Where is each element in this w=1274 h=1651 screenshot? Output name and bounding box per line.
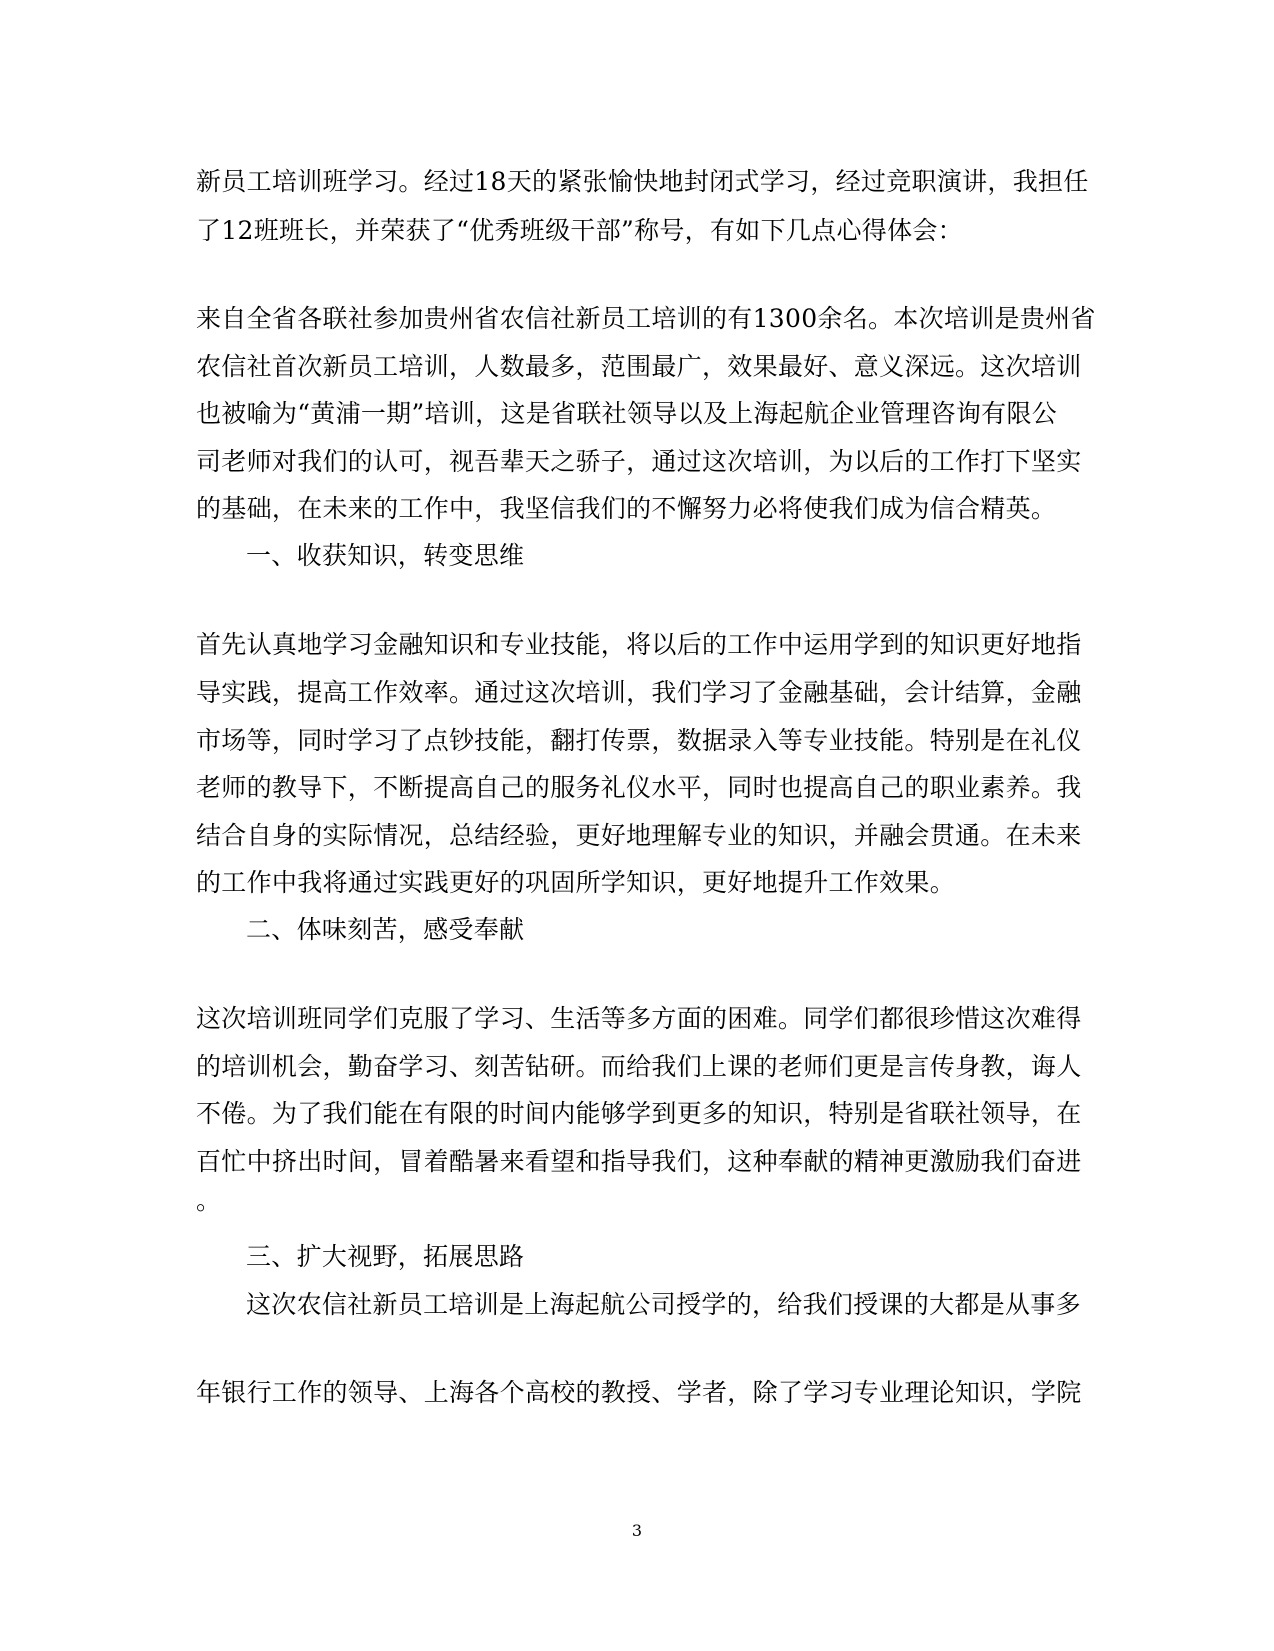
section-heading: 一、收获知识，转变思维 [246, 541, 525, 570]
text-line: 农信社首次新员工培训，人数最多，范围最广，效果最好、意义深远。这次培训 [196, 352, 1082, 381]
text-line: 的基础，在未来的工作中，我坚信我们的不懈努力必将使我们成为信合精英。 [196, 494, 1057, 523]
text-line: 了12班班长，并荣获了“优秀班级干部”称号，有如下几点心得体会： [196, 216, 963, 245]
text-line: 年银行工作的领导、上海各个高校的教授、学者，除了学习专业理论知识，学院 [196, 1378, 1082, 1407]
text-line: 也被喻为“黄浦一期”培训，这是省联社领导以及上海起航企业管理咨询有限公 [196, 399, 1058, 428]
page-number: 3 [631, 1521, 643, 1540]
text-line: 百忙中挤出时间，冒着酷暑来看望和指导我们，这种奉献的精神更激励我们奋进 [196, 1147, 1082, 1176]
text-line: 的培训机会，勤奋学习、刻苦钻研。而给我们上课的老师们更是言传身教，诲人 [196, 1052, 1082, 1081]
text-line: 新员工培训班学习。经过18天的紧张愉快地封闭式学习，经过竞职演讲，我担任 [196, 167, 1089, 196]
text-line: 的工作中我将通过实践更好的巩固所学知识，更好地提升工作效果。 [196, 868, 956, 897]
text-line: 首先认真地学习金融知识和专业技能，将以后的工作中运用学到的知识更好地指 [196, 630, 1082, 659]
text-line: 这次培训班同学们克服了学习、生活等多方面的困难。同学们都很珍惜这次难得 [196, 1004, 1082, 1033]
text-line: 。 [196, 1186, 222, 1215]
text-line: 不倦。为了我们能在有限的时间内能够学到更多的知识，特别是省联社领导，在 [196, 1099, 1082, 1128]
text-line: 结合自身的实际情况，总结经验，更好地理解专业的知识，并融会贯通。在未来 [196, 821, 1082, 850]
text-line: 来自全省各联社参加贵州省农信社新员工培训的有1300余名。本次培训是贵州省 [196, 304, 1096, 333]
section-heading: 三、扩大视野，拓展思路 [246, 1242, 525, 1271]
text-line: 司老师对我们的认可，视吾辈天之骄子，通过这次培训，为以后的工作打下坚实 [196, 447, 1082, 476]
text-line: 这次农信社新员工培训是上海起航公司授学的，给我们授课的大都是从事多 [246, 1290, 1081, 1319]
text-line: 导实践，提高工作效率。通过这次培训，我们学习了金融基础，会计结算，金融 [196, 678, 1082, 707]
section-heading: 二、体味刻苦，感受奉献 [246, 915, 525, 944]
text-line: 市场等，同时学习了点钞技能，翻打传票，数据录入等专业技能。特别是在礼仪 [196, 726, 1082, 755]
text-line: 老师的教导下，不断提高自己的服务礼仪水平，同时也提高自己的职业素养。我 [196, 773, 1082, 802]
